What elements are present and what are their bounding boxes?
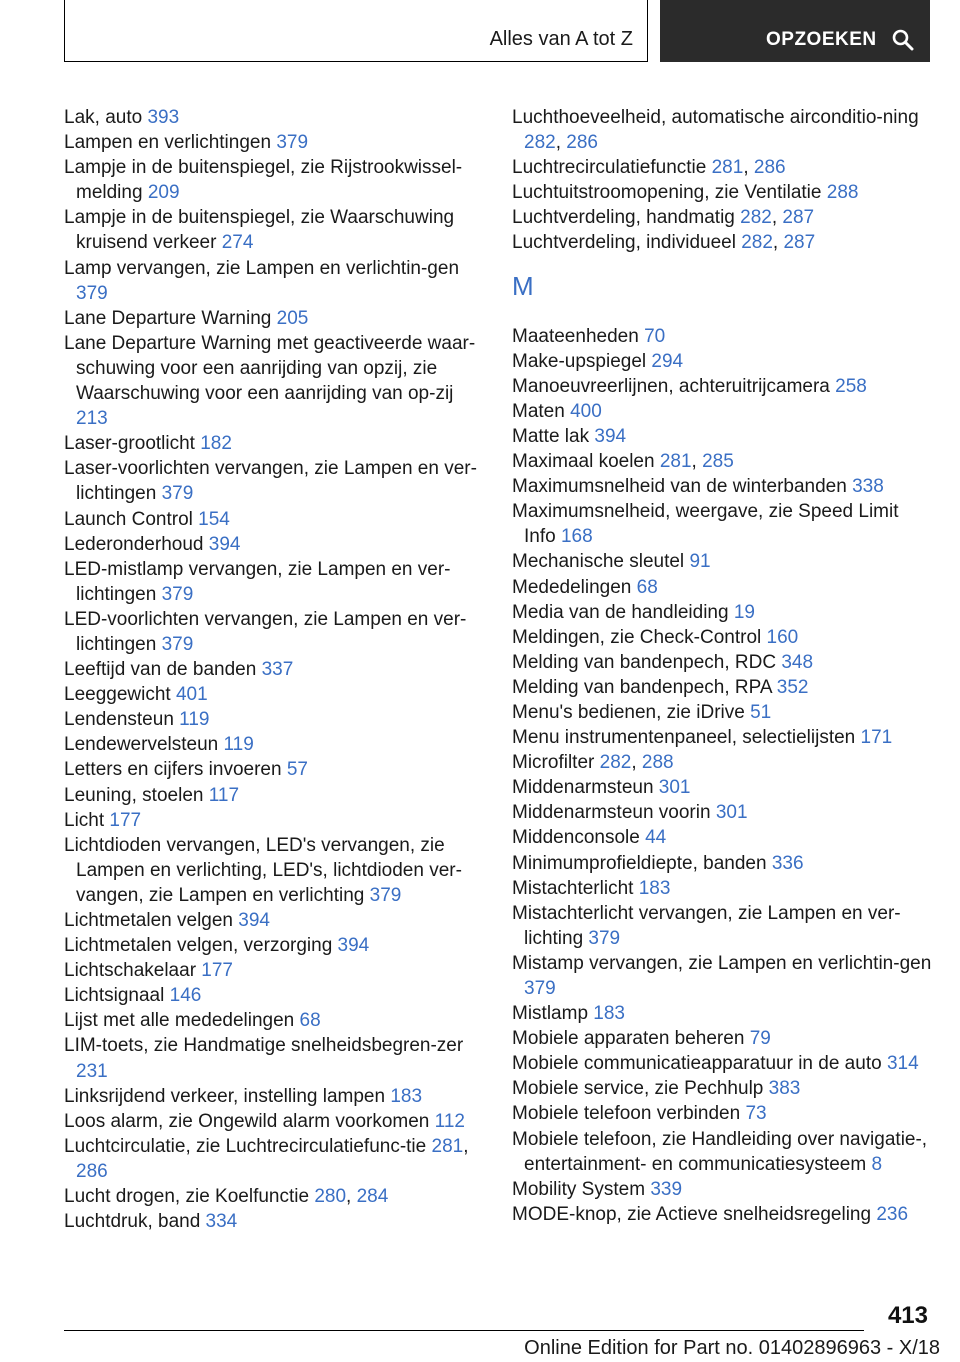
page-reference-link[interactable]: 301 — [715, 802, 748, 824]
page-reference-link[interactable]: 288 — [641, 752, 674, 774]
page-reference-link[interactable]: 68 — [299, 1010, 321, 1032]
entry-term: Lichtmetalen velgen, verzorging — [64, 935, 338, 957]
page-reference-link[interactable]: 8 — [871, 1153, 883, 1175]
entry-term: Lederonderhoud — [64, 533, 209, 555]
entry-term: Make-upspiegel — [512, 350, 652, 372]
entry-term: Luchtverdeling, individueel — [512, 232, 742, 254]
page-reference-link[interactable]: 79 — [749, 1028, 771, 1050]
index-entry — [512, 775, 932, 800]
index-entry — [64, 607, 484, 657]
index-group-l — [512, 105, 932, 256]
page-reference-link[interactable]: 285 — [702, 451, 734, 473]
entry-term: Middenarmsteun — [512, 777, 659, 799]
entry-term: MODE-knop, zie Actieve snelheidsregeling — [512, 1203, 877, 1225]
page-reference-link[interactable]: 379 — [161, 483, 194, 505]
entry-term: Mistamp vervangen, zie Lampen en verlichtin-gen — [512, 952, 932, 974]
index-entry — [64, 105, 484, 130]
index-entry: Luchtverdeling, individueel 282, 287 — [512, 232, 816, 254]
index-entry — [512, 725, 932, 750]
index-entry — [512, 625, 932, 650]
page-reference-link[interactable]: 182 — [200, 433, 232, 455]
entry-term: Mistachterlicht — [512, 877, 639, 899]
page-reference-link[interactable]: 282 — [524, 132, 556, 154]
search-icon — [892, 29, 914, 51]
index-entry — [64, 1084, 484, 1109]
entry-term: Lichtschakelaar — [64, 960, 202, 982]
section-letter: M — [512, 270, 534, 301]
index-group-m — [512, 324, 932, 1227]
index-entry — [64, 1209, 484, 1234]
entry-term: Leeggewicht — [64, 684, 176, 706]
index-entry: Microfilter 282, 288 — [512, 752, 674, 774]
page-reference-link[interactable]: 286 — [566, 132, 598, 154]
page-reference-link[interactable]: 91 — [689, 551, 711, 573]
entry-term: Middenconsole — [512, 827, 646, 849]
page-reference-link[interactable]: 205 — [276, 307, 309, 329]
index-entry — [64, 205, 484, 255]
entry-term: Loos alarm, zie Ongewild alarm voorkomen — [64, 1110, 435, 1132]
index-entry — [64, 256, 484, 306]
page-number: 413 — [887, 1302, 928, 1329]
page-reference-link[interactable]: 282 — [740, 207, 772, 229]
index-entry — [512, 1076, 932, 1101]
page-reference-link[interactable]: 336 — [771, 852, 804, 874]
page-reference-link[interactable]: 177 — [109, 809, 142, 831]
footer-text: Online Edition for Part no. 01402896963 - X/18 — [524, 1337, 940, 1359]
index-entry — [64, 657, 484, 682]
index-entry — [512, 1127, 932, 1177]
entry-term: Middenarmsteun voorin — [512, 802, 716, 824]
index-entry — [64, 707, 484, 732]
index-entry — [512, 575, 932, 600]
entry-term: Lampje in de buitenspiegel, zie Waarschuwing kruisend verkeer — [64, 207, 455, 254]
index-entry — [64, 1033, 484, 1083]
entry-term: Leeftijd van de banden — [64, 659, 262, 681]
entry-term: Laser-voorlichten vervangen, zie Lampen en ver-lichtingen — [64, 458, 477, 505]
entry-term: Media van de handleiding — [512, 601, 734, 623]
index-entry — [64, 958, 484, 983]
index-entry — [64, 1008, 484, 1033]
entry-term: Lane Departure Warning met geactiveerde waar-schuwing voor een aanrijding van opzij, zie Waarschuwing voor een aanrijding van op-zij — [64, 332, 476, 405]
index-entry — [64, 456, 484, 506]
index-entry — [64, 682, 484, 707]
footer-divider — [64, 1330, 864, 1331]
index-entry — [512, 675, 932, 700]
index-entry — [64, 557, 484, 607]
index-entry — [512, 1001, 932, 1026]
page-reference-link[interactable]: 394 — [238, 910, 270, 931]
entry-term: Luchtdruk, band — [64, 1211, 206, 1233]
page-reference-link[interactable]: 19 — [733, 601, 755, 623]
index-entry: Luchtrecirculatiefunctie 281, 286 — [512, 157, 786, 179]
page-reference-link[interactable]: 339 — [650, 1178, 683, 1200]
index-entry — [512, 399, 932, 424]
page-reference-link[interactable]: 117 — [208, 784, 240, 806]
page-reference-link[interactable]: 57 — [286, 759, 308, 781]
entry-term: Lichtmetalen velgen — [64, 910, 239, 931]
entry-term: Mobiele communicatieapparatuur in de auto — [512, 1053, 887, 1075]
index-entry — [64, 833, 484, 908]
index-entry — [512, 424, 932, 449]
entry-term: Maximumsnelheid van de winterbanden — [512, 476, 853, 498]
index-entry — [512, 1051, 932, 1076]
entry-term: Lamp vervangen, zie Lampen en verlichtin-gen — [64, 257, 460, 279]
entry-term: Lampje in de buitenspiegel, zie Rijstrookwissel-melding — [64, 157, 463, 204]
entry-term: Mechanische sleutel — [512, 551, 690, 573]
index-entry — [512, 650, 932, 675]
page-reference-link[interactable]: 383 — [768, 1078, 801, 1100]
page-reference-link[interactable]: 274 — [221, 232, 254, 254]
page-reference-link[interactable]: 394 — [337, 935, 370, 957]
entry-term: Luchtcirculatie, zie Luchtrecirculatiefunc-tie — [64, 1135, 432, 1157]
page-reference-link[interactable]: 44 — [645, 827, 667, 849]
index-entry — [512, 951, 932, 1001]
page-reference-link[interactable]: 348 — [781, 651, 814, 673]
entry-term: Maateenheden — [512, 325, 645, 347]
index-entry — [512, 876, 932, 901]
page-reference-link[interactable]: 334 — [205, 1211, 238, 1233]
index-entry — [64, 331, 484, 431]
entry-term: Maximumsnelheid, weergave, zie Speed Limit Info — [512, 501, 899, 548]
page-reference-link[interactable]: 68 — [636, 576, 658, 598]
index-entry — [512, 600, 932, 625]
index-entry — [512, 374, 932, 399]
entry-term: Luchtverdeling, handmatig — [512, 207, 741, 229]
page-reference-link[interactable]: 379 — [76, 282, 108, 304]
index-entry — [64, 983, 484, 1008]
page-reference-link[interactable]: 394 — [594, 425, 627, 447]
entry-term: Licht — [64, 809, 110, 831]
entry-term: LIM-toets, zie Handmatige snelheidsbegren-zer — [64, 1035, 464, 1057]
page-reference-link[interactable]: 183 — [593, 1003, 625, 1025]
page-reference-link[interactable]: 258 — [835, 375, 867, 397]
lookup-tab[interactable] — [660, 0, 930, 62]
entry-term: Lane Departure Warning — [64, 307, 277, 329]
page-reference-link[interactable]: 231 — [76, 1060, 108, 1082]
entry-term: Lucht drogen, zie Koelfunctie — [64, 1186, 315, 1208]
index-entry: Lucht drogen, zie Koelfunctie 280, 284 — [64, 1186, 389, 1208]
page-reference-link[interactable]: 337 — [261, 659, 294, 681]
index-entry — [512, 349, 932, 374]
index-entry — [64, 1109, 484, 1134]
entry-term: Mobiele service, zie Pechhulp — [512, 1078, 769, 1100]
page-reference-link[interactable]: 379 — [588, 927, 621, 949]
index-entry — [64, 732, 484, 757]
entry-term: Leuning, stoelen — [64, 784, 209, 806]
entry-term: Mistlamp — [512, 1003, 594, 1025]
index-entry — [512, 549, 932, 574]
entry-term: Mobiele apparaten beheren — [512, 1028, 750, 1050]
page-reference-link[interactable]: 183 — [638, 877, 671, 899]
entry-term: Luchtuitstroomopening, zie Ventilatie — [512, 182, 827, 204]
page-reference-link[interactable]: 282 — [599, 752, 632, 774]
page-reference-link[interactable]: 281 — [711, 157, 744, 179]
entry-term: Menu instrumentenpaneel, selectielijsten — [512, 727, 861, 749]
page-reference-link[interactable]: 352 — [776, 676, 809, 698]
index-entry — [512, 180, 932, 205]
page-reference-link[interactable]: 338 — [852, 476, 884, 498]
index-entry — [64, 507, 484, 532]
index-entry — [64, 130, 484, 155]
entry-term: Microfilter — [512, 752, 600, 774]
index-entry — [64, 155, 484, 205]
page-reference-link[interactable]: 51 — [750, 701, 772, 723]
page-reference-link[interactable]: 314 — [886, 1053, 919, 1075]
entry-term: Melding van bandenpech, RPA — [512, 676, 777, 698]
entry-term: Menu's bedienen, zie iDrive — [512, 701, 751, 723]
index-entry — [512, 1026, 932, 1051]
index-entry — [512, 700, 932, 725]
entry-term: Lichtsignaal — [64, 985, 170, 1007]
entry-term: Matte lak — [512, 425, 595, 447]
page-reference-link[interactable]: 280 — [314, 1186, 347, 1208]
entry-term: Luchthoeveelheid, automatische airconditio-ning — [512, 107, 919, 128]
page-reference-link[interactable]: 171 — [860, 727, 893, 749]
page-reference-link[interactable]: 287 — [782, 207, 815, 229]
entry-term: LED-mistlamp vervangen, zie Lampen en ver-lichtingen — [64, 558, 451, 605]
page-reference-link[interactable]: 282 — [741, 232, 773, 254]
index-entry — [512, 901, 932, 951]
section-tab[interactable] — [64, 0, 648, 62]
entry-term: Maximaal koelen — [512, 451, 660, 473]
index-entry — [512, 851, 932, 876]
index-entry — [64, 532, 484, 557]
page-reference-link[interactable]: 294 — [651, 350, 684, 372]
entry-term: Manoeuvreerlijnen, achteruitrijcamera — [512, 375, 836, 397]
page-reference-link[interactable]: 286 — [753, 157, 786, 179]
entry-term: LED-voorlichten vervangen, zie Lampen en ver-lichtingen — [64, 608, 467, 655]
index-entry — [512, 324, 932, 349]
page-reference-link[interactable]: 401 — [175, 684, 208, 706]
page-reference-link[interactable]: 168 — [560, 526, 593, 548]
entry-term: Meldingen, zie Check-Control — [512, 626, 767, 648]
page-reference-link[interactable]: 281 — [659, 451, 692, 473]
page-reference-link[interactable]: 213 — [76, 408, 108, 430]
entry-term: Melding van bandenpech, RDC — [512, 651, 782, 673]
header-bar — [64, 0, 930, 64]
page-reference-link[interactable]: 301 — [658, 777, 691, 799]
entry-term: Mistachterlicht vervangen, zie Lampen en ver-lichting — [512, 902, 901, 949]
index-entry — [64, 933, 484, 958]
entry-term: Lampen en verlichtingen — [64, 132, 277, 154]
entry-term: Lendensteun — [64, 709, 180, 731]
index-entry: Luchthoeveelheid, automatische airconditio-ning 282, 286 — [512, 107, 919, 154]
entry-term: Mobiele telefoon, zie Handleiding over navigatie-, entertainment- en communicatiesysteem — [512, 1128, 928, 1175]
page-reference-link[interactable]: 284 — [356, 1186, 389, 1208]
page-reference-link[interactable]: 146 — [169, 985, 202, 1007]
lookup-label: OPZOEKEN — [766, 29, 877, 50]
index-entry — [512, 1202, 932, 1227]
index-entry — [512, 825, 932, 850]
entry-term: Lak, auto — [64, 107, 148, 128]
index-entry: Maximaal koelen 281, 285 — [512, 451, 734, 473]
entry-term: Linksrijdend verkeer, instelling lampen — [64, 1085, 391, 1107]
index-entry — [64, 783, 484, 808]
entry-term: Laser-grootlicht — [64, 433, 201, 455]
page-reference-link[interactable]: 400 — [570, 400, 602, 422]
index-column-left — [64, 105, 484, 1234]
page-reference-link[interactable]: 379 — [369, 884, 402, 906]
entry-term: Launch Control — [64, 508, 199, 530]
section-title: Alles van A tot Z — [489, 28, 633, 50]
index-entry: Luchtcirculatie, zie Luchtrecirculatiefunc-tie 281, 286 — [64, 1135, 469, 1182]
page-reference-link[interactable]: 209 — [147, 182, 180, 204]
page-reference-link[interactable]: 281 — [431, 1135, 464, 1157]
entry-term: Lendewervelsteun — [64, 734, 224, 756]
index-entry — [64, 908, 484, 933]
page-reference-link[interactable]: 287 — [783, 232, 816, 254]
page-reference-link[interactable]: 73 — [745, 1103, 767, 1125]
index-entry — [64, 431, 484, 456]
page-reference-link[interactable]: 119 — [223, 734, 254, 756]
page-reference-link[interactable]: 154 — [198, 508, 230, 530]
index-entry — [512, 499, 932, 549]
entry-term: Mobiele telefoon verbinden — [512, 1103, 746, 1125]
page-reference-link[interactable]: 183 — [390, 1085, 423, 1107]
index-entry: Luchtverdeling, handmatig 282, 287 — [512, 207, 815, 229]
index-column-right — [512, 105, 932, 1227]
entry-term: Minimumprofieldiepte, banden — [512, 852, 772, 874]
entry-term: Mededelingen — [512, 576, 637, 598]
entry-term: Maten — [512, 400, 571, 422]
index-entry — [512, 800, 932, 825]
entry-term: Lijst met alle mededelingen — [64, 1010, 300, 1032]
page-reference-link[interactable]: 177 — [201, 960, 233, 982]
page-reference-link[interactable]: 379 — [524, 978, 556, 999]
entry-term: Luchtrecirculatiefunctie — [512, 157, 712, 179]
index-entry — [64, 306, 484, 331]
page-reference-link[interactable]: 70 — [644, 325, 666, 347]
entry-term: Mobility System — [512, 1178, 651, 1200]
page-reference-link[interactable]: 379 — [161, 583, 194, 605]
page-reference-link[interactable]: 160 — [766, 626, 799, 648]
index-entry — [64, 808, 484, 833]
page-reference-link[interactable]: 112 — [434, 1110, 465, 1132]
page-reference-link[interactable]: 379 — [161, 633, 194, 655]
page-reference-link[interactable]: 288 — [826, 182, 859, 204]
entry-term: Lichtdioden vervangen, LED's vervangen, zie Lampen en verlichting, LED's, lichtdioden ver-vangen, zie Lampen en verlichting — [64, 834, 462, 906]
index-entry — [512, 474, 932, 499]
page-reference-link[interactable]: 393 — [147, 107, 180, 128]
entry-term: Letters en cijfers invoeren — [64, 759, 287, 781]
page-reference-link[interactable]: 379 — [276, 132, 309, 154]
page-reference-link[interactable]: 286 — [76, 1160, 108, 1182]
index-entry — [512, 1177, 932, 1202]
page-reference-link[interactable]: 119 — [179, 709, 210, 731]
index-entry — [64, 757, 484, 782]
page-reference-link[interactable]: 236 — [876, 1203, 909, 1225]
page-reference-link[interactable]: 394 — [208, 533, 241, 555]
index-entry — [512, 1101, 932, 1126]
